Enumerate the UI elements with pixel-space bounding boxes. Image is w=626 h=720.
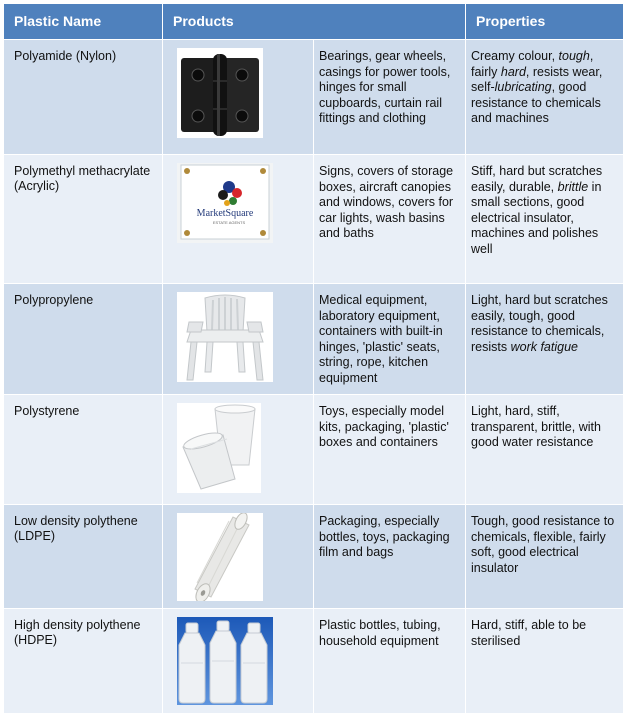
product-image-cell xyxy=(163,505,314,609)
product-image-cell xyxy=(163,40,314,155)
plastic-name-cell: Polyamide (Nylon) xyxy=(4,40,163,155)
properties-cell: Tough, good resistance to chemicals, flexible, fairly soft, good electrical insulator xyxy=(466,505,624,609)
black-hinge-image xyxy=(177,48,263,138)
products-cell: Bearings, gear wheels, casings for power tools, hinges for small cupboards, curtain rail fittings and clothing xyxy=(314,40,466,155)
acrylic-sign-image xyxy=(177,163,273,243)
properties-cell: Creamy colour, tough, fairly hard, resists wear, self-lubricating, good resistance to chemicals and machines xyxy=(466,40,624,155)
header-properties: Properties xyxy=(466,4,624,40)
plastic-name-cell: Polystyrene xyxy=(4,395,163,505)
properties-cell: Stiff, hard but scratches easily, durable, brittle in small sections, good electrical insulator, machines and polishes well xyxy=(466,155,624,284)
plastic-name-cell: Polypropylene xyxy=(4,284,163,395)
svg-text:ESTATE AGENTS: ESTATE AGENTS xyxy=(212,220,246,225)
product-image-cell xyxy=(163,155,314,284)
hdpe-bottles-image xyxy=(177,617,273,705)
product-image-cell xyxy=(163,395,314,505)
products-cell: Medical equipment, laboratory equipment, containers with built-in hinges, 'plastic' seats, string, rope, kitchen equipment xyxy=(314,284,466,395)
products-cell: Plastic bottles, tubing, household equipment xyxy=(314,609,466,714)
plastics-table xyxy=(3,3,624,714)
header-products: Products xyxy=(163,4,466,40)
header-plastic-name: Plastic Name xyxy=(4,4,163,40)
svg-text:MarketSquare: MarketSquare xyxy=(196,208,254,219)
table-row xyxy=(4,609,624,714)
properties-cell: Light, hard but scratches easily, tough, good resistance to chemicals, resists work fatigue xyxy=(466,284,624,395)
properties-cell: Light, hard, stiff, transparent, brittle, with good water resistance xyxy=(466,395,624,505)
table-row xyxy=(4,155,624,284)
product-image-cell xyxy=(163,609,314,714)
product-image-cell xyxy=(163,284,314,395)
products-cell: Toys, especially model kits, packaging, 'plastic' boxes and containers xyxy=(314,395,466,505)
plastic-name-cell: Polymethyl methacrylate (Acrylic) xyxy=(4,155,163,284)
plastic-name-cell: High density polythene (HDPE) xyxy=(4,609,163,714)
table-row xyxy=(4,395,624,505)
header-row xyxy=(4,4,624,40)
plastic-chair-image xyxy=(177,292,273,382)
film-roll-image xyxy=(177,513,263,601)
products-cell: Packaging, especially bottles, toys, packaging film and bags xyxy=(314,505,466,609)
plastic-name-cell: Low density polythene (LDPE) xyxy=(4,505,163,609)
foam-cups-image xyxy=(177,403,261,493)
table-row xyxy=(4,40,624,155)
products-cell: Signs, covers of storage boxes, aircraft canopies and windows, covers for car lights, wash basins and baths xyxy=(314,155,466,284)
table-row xyxy=(4,505,624,609)
table-row xyxy=(4,284,624,395)
properties-cell: Hard, stiff, able to be sterilised xyxy=(466,609,624,714)
